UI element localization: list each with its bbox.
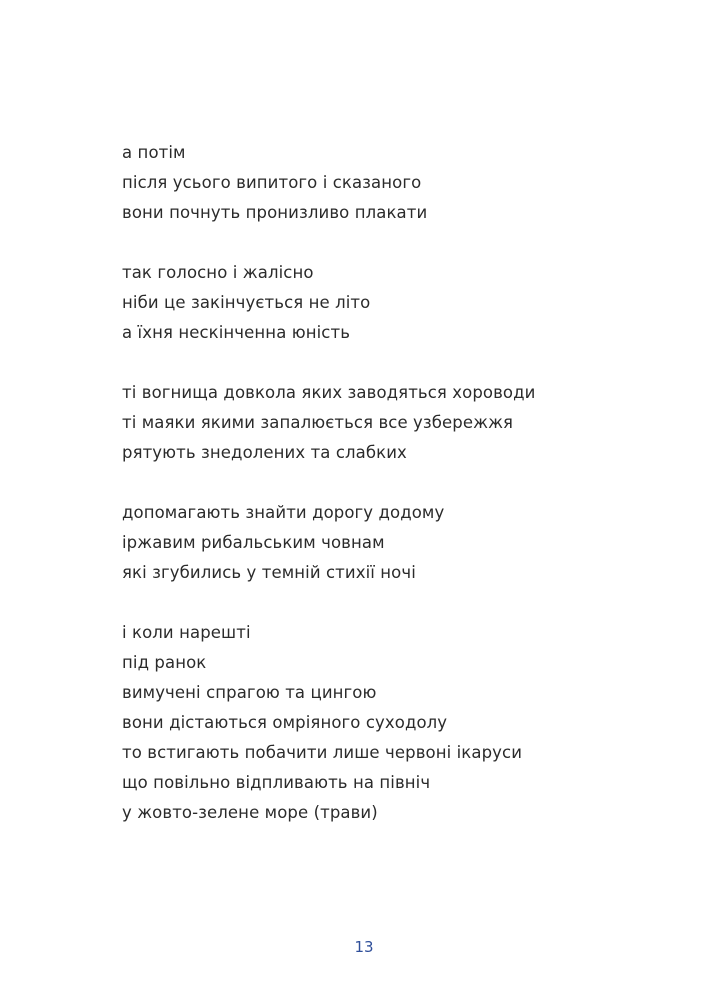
poem-line: ніби це закінчується не літо xyxy=(122,293,371,312)
poem-line: вони почнуть пронизливо плакати xyxy=(122,203,428,222)
poem-body xyxy=(122,138,642,858)
poem-line: іржавим рибальським човнам xyxy=(122,533,385,552)
stanza-5 xyxy=(122,618,642,828)
poem-line: рятують знедолених та слабких xyxy=(122,443,407,462)
poem-line: вимучені спрагою та цингою xyxy=(122,683,377,702)
stanza-3 xyxy=(122,378,642,468)
stanza-2 xyxy=(122,258,642,348)
poem-line: ті маяки якими запалюється все узбережжя xyxy=(122,413,514,432)
stanza-1 xyxy=(122,138,642,228)
poem-line: що повільно відпливають на північ xyxy=(122,773,431,792)
poem-line: вони дістаються омріяного суходолу xyxy=(122,713,448,732)
poem-line: під ранок xyxy=(122,653,207,672)
page-number: 13 xyxy=(354,938,374,956)
poem-line: і коли нарешті xyxy=(122,623,251,642)
poem-line: допомагають знайти дорогу додому xyxy=(122,503,445,522)
poem-line: а потім xyxy=(122,143,186,162)
poem-line: ті вогнища довкола яких заводяться хороводи xyxy=(122,383,536,402)
poem-line: то встигають побачити лише червоні ікаруси xyxy=(122,743,523,762)
stanza-4 xyxy=(122,498,642,588)
poem-line: які згубились у темній стихії ночі xyxy=(122,563,416,582)
poem-line: після усього випитого і сказаного xyxy=(122,173,422,192)
poem-line: а їхня нескінченна юність xyxy=(122,323,351,342)
poem-line: так голосно і жалісно xyxy=(122,263,314,282)
poem-line: у жовто-зелене море (трави) xyxy=(122,803,378,822)
